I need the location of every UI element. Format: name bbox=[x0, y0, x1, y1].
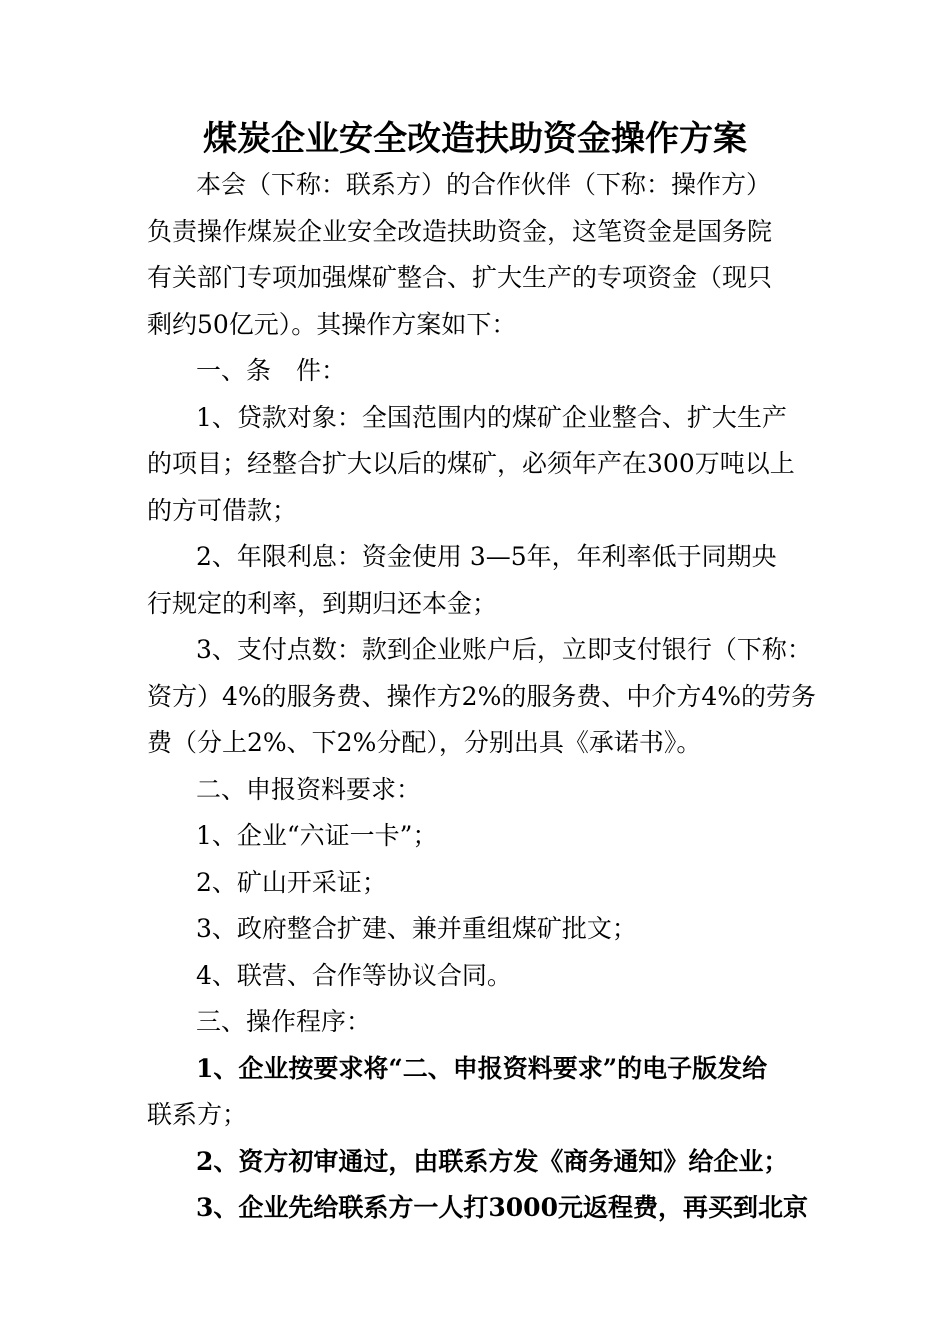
paragraph-line: 资方）4%的服务费、操作方2%的服务费、中介方4%的劳务 bbox=[147, 682, 816, 711]
list-item: 1、企业按要求将“二、申报资料要求”的电子版发给 bbox=[196, 1054, 768, 1083]
document-title: 煤炭企业安全改造扶助资金操作方案 bbox=[203, 119, 747, 159]
paragraph-line: 行规定的利率，到期归还本金； bbox=[147, 589, 498, 618]
section-heading: 二、申报资料要求： bbox=[196, 775, 422, 804]
paragraph-line: 的项目；经整合扩大以后的煤矿，必须年产在300万吨以上 bbox=[147, 449, 795, 478]
list-item: 4、联营、合作等协议合同。 bbox=[196, 961, 512, 990]
paragraph-line: 有关部门专项加强煤矿整合、扩大生产的专项资金（现只 bbox=[147, 263, 773, 292]
paragraph-line: 费（分上2%、下2%分配），分别出具《承诺书》。 bbox=[147, 728, 702, 757]
paragraph-line: 3、支付点数：款到企业账户后，立即支付银行（下称： bbox=[196, 635, 812, 664]
paragraph-line: 本会（下称：联系方）的合作伙伴（下称：操作方） bbox=[196, 170, 772, 199]
list-item: 1、企业“六证一卡”； bbox=[196, 821, 438, 850]
paragraph-line: 1、贷款对象：全国范围内的煤矿企业整合、扩大生产 bbox=[196, 403, 787, 432]
paragraph-line: 2、年限利息：资金使用 3—5年，年利率低于同期央 bbox=[196, 542, 777, 571]
paragraph-line: 的方可借款； bbox=[147, 496, 298, 525]
paragraph-line: 联系方； bbox=[147, 1100, 248, 1129]
list-item: 3、企业先给联系方一人打3000元返程费，再买到北京 bbox=[196, 1193, 808, 1222]
list-item: 2、矿山开采证； bbox=[196, 868, 387, 897]
paragraph-line: 剩约50亿元）。其操作方案如下： bbox=[147, 310, 517, 339]
list-item: 2、资方初审通过，由联系方发《商务通知》给企业； bbox=[196, 1147, 789, 1176]
section-heading: 一、条 件： bbox=[196, 356, 347, 385]
section-heading: 三、操作程序： bbox=[196, 1007, 372, 1036]
list-item: 3、政府整合扩建、兼并重组煤矿批文； bbox=[196, 914, 637, 943]
paragraph-line: 负责操作煤炭企业安全改造扶助资金，这笔资金是国务院 bbox=[147, 217, 773, 246]
